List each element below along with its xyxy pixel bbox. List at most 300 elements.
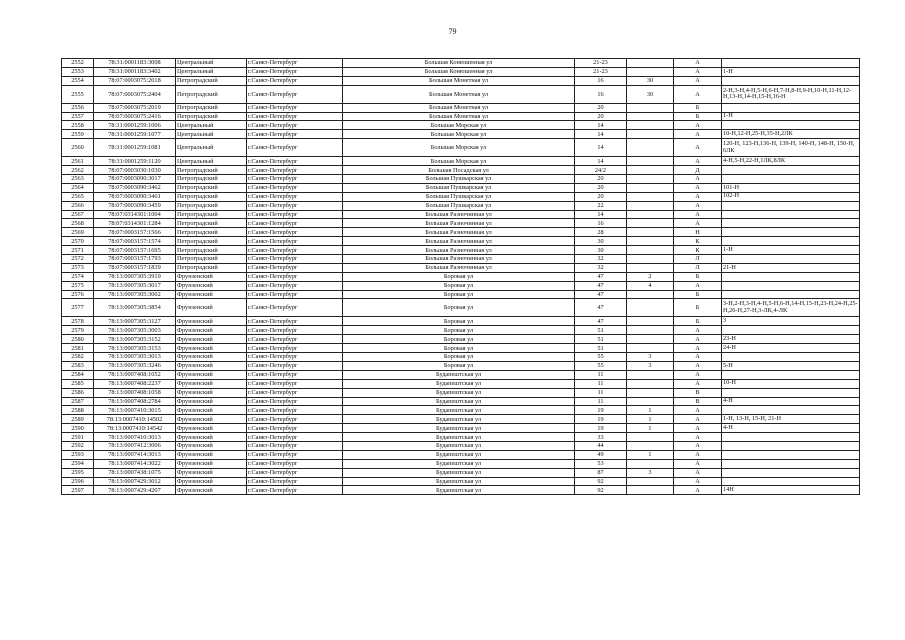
letter-cell: Б <box>674 103 722 112</box>
street-cell: Большая Конюшенная ул <box>343 59 575 68</box>
house-number-cell: 51 <box>575 344 627 353</box>
city-cell: г.Санкт-Петербург <box>247 486 343 495</box>
premises-cell: 4-Н <box>722 424 860 433</box>
premises-cell: 4-Н <box>722 397 860 406</box>
building-number-cell <box>627 121 674 130</box>
table-row <box>62 326 860 335</box>
premises-cell: 4-Н,5-Н,22-Н,1ЛК,8ЛК <box>722 157 860 166</box>
letter-cell: А <box>674 344 722 353</box>
city-cell: г.Санкт-Петербург <box>247 112 343 121</box>
district-cell: Петроградский <box>176 201 247 210</box>
letter-cell: К <box>674 237 722 246</box>
row-number-cell: 2592 <box>62 441 94 450</box>
letter-cell: А <box>674 424 722 433</box>
table-row <box>62 157 860 166</box>
table-row <box>62 335 860 344</box>
city-cell: г.Санкт-Петербург <box>247 326 343 335</box>
city-cell: г.Санкт-Петербург <box>247 183 343 192</box>
row-number-cell: 2585 <box>62 379 94 388</box>
cadastral-number-cell: 78:13:0007305:3246 <box>94 361 176 370</box>
district-cell: Петроградский <box>176 210 247 219</box>
district-cell: Петроградский <box>176 192 247 201</box>
district-cell: Петроградский <box>176 103 247 112</box>
cadastral-number-cell: 78:13:0007305:3017 <box>94 281 176 290</box>
premises-cell <box>722 370 860 379</box>
row-number-cell: 2571 <box>62 246 94 255</box>
premises-cell <box>722 272 860 281</box>
cadastral-number-cell: 78:13:0007412:3006 <box>94 441 176 450</box>
district-cell: Фрунзенский <box>176 397 247 406</box>
city-cell: г.Санкт-Петербург <box>247 344 343 353</box>
house-number-cell: 55 <box>575 361 627 370</box>
building-number-cell <box>627 112 674 121</box>
cadastral-number-cell: 78:07:0003075:2404 <box>94 85 176 103</box>
district-cell: Фрунзенский <box>176 370 247 379</box>
cadastral-number-cell: 78:13:0007410:14502 <box>94 415 176 424</box>
building-number-cell: 1 <box>627 450 674 459</box>
building-number-cell <box>627 130 674 139</box>
premises-cell: 102-Н <box>722 192 860 201</box>
district-cell: Фрунзенский <box>176 353 247 362</box>
premises-cell <box>722 103 860 112</box>
building-number-cell <box>627 335 674 344</box>
street-cell: Боровая ул <box>343 335 575 344</box>
street-cell: Боровая ул <box>343 299 575 317</box>
district-cell: Фрунзенский <box>176 486 247 495</box>
table-row <box>62 406 860 415</box>
city-cell: г.Санкт-Петербург <box>247 157 343 166</box>
street-cell: Большая Морская ул <box>343 121 575 130</box>
district-cell: Петроградский <box>176 219 247 228</box>
premises-cell: 2-Н,3-Н,4-Н,5-Н,6-Н,7-Н,8-Н,9-Н,10-Н,11-Н,12-Н,13-Н,14-Н,15-Н,16-Н <box>722 85 860 103</box>
building-number-cell <box>627 103 674 112</box>
cadastral-number-cell: 78:13:0007305:3013 <box>94 353 176 362</box>
building-number-cell <box>627 379 674 388</box>
letter-cell: А <box>674 59 722 68</box>
premises-cell: 21-Н <box>722 263 860 272</box>
letter-cell: А <box>674 468 722 477</box>
letter-cell: А <box>674 67 722 76</box>
city-cell: г.Санкт-Петербург <box>247 67 343 76</box>
house-number-cell: 32 <box>575 263 627 272</box>
street-cell: Будапештская ул <box>343 477 575 486</box>
house-number-cell: 51 <box>575 335 627 344</box>
house-number-cell: 47 <box>575 281 627 290</box>
city-cell: г.Санкт-Петербург <box>247 406 343 415</box>
house-number-cell: 92 <box>575 477 627 486</box>
house-number-cell: 49 <box>575 450 627 459</box>
table-row <box>62 468 860 477</box>
building-number-cell <box>627 397 674 406</box>
house-number-cell: 32 <box>575 255 627 264</box>
city-cell: г.Санкт-Петербург <box>247 353 343 362</box>
district-cell: Петроградский <box>176 166 247 175</box>
district-cell: Центральный <box>176 59 247 68</box>
building-number-cell <box>627 139 674 157</box>
cadastral-number-cell: 78:31:0001259:1077 <box>94 130 176 139</box>
house-number-cell: 30 <box>575 237 627 246</box>
row-number-cell: 2580 <box>62 335 94 344</box>
letter-cell: Н <box>674 228 722 237</box>
house-number-cell: 92 <box>575 486 627 495</box>
table-row <box>62 263 860 272</box>
letter-cell: А <box>674 210 722 219</box>
district-cell: Фрунзенский <box>176 272 247 281</box>
cadastral-number-cell: 78:31:0001259:1081 <box>94 139 176 157</box>
row-number-cell: 2583 <box>62 361 94 370</box>
cadastral-number-cell: 78:13:0007408:2237 <box>94 379 176 388</box>
letter-cell: В <box>674 397 722 406</box>
street-cell: Боровая ул <box>343 353 575 362</box>
letter-cell: А <box>674 477 722 486</box>
city-cell: г.Санкт-Петербург <box>247 290 343 299</box>
table-row <box>62 290 860 299</box>
row-number-cell: 2595 <box>62 468 94 477</box>
table-row <box>62 459 860 468</box>
letter-cell: А <box>674 76 722 85</box>
premises-cell <box>722 477 860 486</box>
letter-cell: А <box>674 450 722 459</box>
district-cell: Фрунзенский <box>176 361 247 370</box>
premises-cell <box>722 441 860 450</box>
district-cell: Петроградский <box>176 76 247 85</box>
cadastral-number-cell: 78:07:0003157:1566 <box>94 228 176 237</box>
table-row <box>62 424 860 433</box>
letter-cell: Б <box>674 112 722 121</box>
premises-cell: 5-Н <box>722 361 860 370</box>
letter-cell: Л <box>674 255 722 264</box>
house-number-cell: 16 <box>575 219 627 228</box>
cadastral-number-cell: 78:13:0007414:3013 <box>94 450 176 459</box>
street-cell: Большая Пушкарская ул <box>343 183 575 192</box>
premises-cell: 1-Н <box>722 67 860 76</box>
letter-cell: Б <box>674 299 722 317</box>
row-number-cell: 2570 <box>62 237 94 246</box>
row-number-cell: 2559 <box>62 130 94 139</box>
street-cell: Будапештская ул <box>343 415 575 424</box>
cadastral-number-cell: 78:07:0003090:3462 <box>94 183 176 192</box>
city-cell: г.Санкт-Петербург <box>247 272 343 281</box>
city-cell: г.Санкт-Петербург <box>247 263 343 272</box>
cadastral-number-cell: 78:13:0007414:3022 <box>94 459 176 468</box>
table-row <box>62 281 860 290</box>
house-number-cell: 11 <box>575 379 627 388</box>
row-number-cell: 2597 <box>62 486 94 495</box>
building-number-cell <box>627 433 674 442</box>
street-cell: Большая Разночинная ул <box>343 219 575 228</box>
building-number-cell <box>627 388 674 397</box>
district-cell: Петроградский <box>176 228 247 237</box>
city-cell: г.Санкт-Петербург <box>247 130 343 139</box>
city-cell: г.Санкт-Петербург <box>247 370 343 379</box>
row-number-cell: 2558 <box>62 121 94 130</box>
premises-cell <box>722 353 860 362</box>
house-number-cell: 11 <box>575 388 627 397</box>
city-cell: г.Санкт-Петербург <box>247 468 343 477</box>
row-number-cell: 2552 <box>62 59 94 68</box>
table-row <box>62 415 860 424</box>
letter-cell: А <box>674 219 722 228</box>
street-cell: Большая Морская ул <box>343 139 575 157</box>
row-number-cell: 2573 <box>62 263 94 272</box>
letter-cell: А <box>674 183 722 192</box>
table-row <box>62 361 860 370</box>
letter-cell: А <box>674 85 722 103</box>
premises-cell <box>722 255 860 264</box>
district-cell: Фрунзенский <box>176 433 247 442</box>
premises-cell: 1-Н <box>722 246 860 255</box>
table-row <box>62 166 860 175</box>
building-number-cell <box>627 157 674 166</box>
district-cell: Фрунзенский <box>176 441 247 450</box>
letter-cell: А <box>674 406 722 415</box>
building-number-cell <box>627 344 674 353</box>
house-number-cell: 47 <box>575 290 627 299</box>
district-cell: Фрунзенский <box>176 388 247 397</box>
street-cell: Боровая ул <box>343 361 575 370</box>
building-number-cell <box>627 246 674 255</box>
house-number-cell: 19 <box>575 406 627 415</box>
row-number-cell: 2588 <box>62 406 94 415</box>
house-number-cell: 20 <box>575 175 627 184</box>
table-row <box>62 433 860 442</box>
city-cell: г.Санкт-Петербург <box>247 335 343 344</box>
district-cell: Центральный <box>176 121 247 130</box>
street-cell: Боровая ул <box>343 272 575 281</box>
building-number-cell <box>627 477 674 486</box>
street-cell: Будапештская ул <box>343 388 575 397</box>
row-number-cell: 2562 <box>62 166 94 175</box>
cadastral-number-cell: 78:07:0003030:1030 <box>94 166 176 175</box>
building-number-cell <box>627 486 674 495</box>
street-cell: Большая Пушкарская ул <box>343 175 575 184</box>
table-row <box>62 272 860 281</box>
house-number-cell: 21-23 <box>575 67 627 76</box>
street-cell: Большая Монетная ул <box>343 85 575 103</box>
premises-cell: 101-Н <box>722 183 860 192</box>
letter-cell: А <box>674 353 722 362</box>
letter-cell: В <box>674 388 722 397</box>
premises-cell <box>722 121 860 130</box>
district-cell: Петроградский <box>176 175 247 184</box>
premises-cell: 120-Н, 123-Н,136-Н, 139-Н, 140-Н, 148-Н, 150-Н, 6ЛК <box>722 139 860 157</box>
building-number-cell <box>627 228 674 237</box>
row-number-cell: 2568 <box>62 219 94 228</box>
cadastral-number-cell: 78:13:0007408:1058 <box>94 388 176 397</box>
premises-cell <box>722 166 860 175</box>
street-cell: Большая Разночинная ул <box>343 255 575 264</box>
row-number-cell: 2563 <box>62 175 94 184</box>
building-number-cell: 3 <box>627 353 674 362</box>
house-number-cell: 14 <box>575 130 627 139</box>
letter-cell: А <box>674 201 722 210</box>
district-cell: Фрунзенский <box>176 379 247 388</box>
letter-cell: А <box>674 486 722 495</box>
city-cell: г.Санкт-Петербург <box>247 237 343 246</box>
table-row <box>62 344 860 353</box>
row-number-cell: 2581 <box>62 344 94 353</box>
cadastral-number-cell: 78:07:0314301:1284 <box>94 219 176 228</box>
premises-cell: 14Н <box>722 486 860 495</box>
premises-cell <box>722 459 860 468</box>
cadastral-number-cell: 78:13:0007429:3012 <box>94 477 176 486</box>
city-cell: г.Санкт-Петербург <box>247 477 343 486</box>
district-cell: Фрунзенский <box>176 459 247 468</box>
premises-cell: 24-Н <box>722 344 860 353</box>
row-number-cell: 2555 <box>62 85 94 103</box>
premises-cell <box>722 388 860 397</box>
building-number-cell <box>627 263 674 272</box>
cadastral-number-cell: 78:13:0007438:1075 <box>94 468 176 477</box>
row-number-cell: 2590 <box>62 424 94 433</box>
house-number-cell: 53 <box>575 459 627 468</box>
city-cell: г.Санкт-Петербург <box>247 210 343 219</box>
city-cell: г.Санкт-Петербург <box>247 281 343 290</box>
city-cell: г.Санкт-Петербург <box>247 255 343 264</box>
district-cell: Фрунзенский <box>176 344 247 353</box>
house-number-cell: 14 <box>575 157 627 166</box>
city-cell: г.Санкт-Петербург <box>247 139 343 157</box>
cadastral-number-cell: 78:07:0314301:1004 <box>94 210 176 219</box>
street-cell: Большая Морская ул <box>343 157 575 166</box>
cadastral-number-cell: 78:07:0003075:2019 <box>94 103 176 112</box>
letter-cell: А <box>674 139 722 157</box>
house-number-cell: 44 <box>575 441 627 450</box>
table-row <box>62 370 860 379</box>
building-number-cell <box>627 290 674 299</box>
cadastral-number-cell: 78:13:0007408:1052 <box>94 370 176 379</box>
house-number-cell: 19 <box>575 424 627 433</box>
table-row <box>62 130 860 139</box>
table-row <box>62 76 860 85</box>
house-number-cell: 47 <box>575 299 627 317</box>
street-cell: Большая Монетная ул <box>343 103 575 112</box>
premises-cell <box>722 210 860 219</box>
district-cell: Центральный <box>176 139 247 157</box>
city-cell: г.Санкт-Петербург <box>247 192 343 201</box>
row-number-cell: 2561 <box>62 157 94 166</box>
city-cell: г.Санкт-Петербург <box>247 246 343 255</box>
street-cell: Большая Пушкарская ул <box>343 201 575 210</box>
table-row <box>62 183 860 192</box>
street-cell: Большая Разночинная ул <box>343 246 575 255</box>
table-row <box>62 353 860 362</box>
street-cell: Будапештская ул <box>343 379 575 388</box>
table-row <box>62 441 860 450</box>
house-number-cell: 14 <box>575 139 627 157</box>
district-cell: Фрунзенский <box>176 415 247 424</box>
city-cell: г.Санкт-Петербург <box>247 317 343 326</box>
row-number-cell: 2578 <box>62 317 94 326</box>
cadastral-number-cell: 78:31:0001259:1120 <box>94 157 176 166</box>
letter-cell: А <box>674 157 722 166</box>
district-cell: Центральный <box>176 130 247 139</box>
table-row <box>62 388 860 397</box>
house-number-cell: 24/2 <box>575 166 627 175</box>
cadastral-number-cell: 78:07:0003157:1793 <box>94 255 176 264</box>
cadastral-number-cell: 78:13:0007305:3152 <box>94 335 176 344</box>
row-number-cell: 2594 <box>62 459 94 468</box>
letter-cell: А <box>674 379 722 388</box>
row-number-cell: 2589 <box>62 415 94 424</box>
row-number-cell: 2582 <box>62 353 94 362</box>
city-cell: г.Санкт-Петербург <box>247 379 343 388</box>
building-number-cell: 1 <box>627 415 674 424</box>
street-cell: Большая Морская ул <box>343 130 575 139</box>
letter-cell: А <box>674 281 722 290</box>
building-number-cell <box>627 201 674 210</box>
table-row <box>62 112 860 121</box>
premises-cell <box>722 219 860 228</box>
row-number-cell: 2565 <box>62 192 94 201</box>
district-cell: Фрунзенский <box>176 477 247 486</box>
city-cell: г.Санкт-Петербург <box>247 361 343 370</box>
building-number-cell: 3 <box>627 361 674 370</box>
table-row <box>62 121 860 130</box>
street-cell: Большая Конюшенная ул <box>343 67 575 76</box>
district-cell: Петроградский <box>176 246 247 255</box>
row-number-cell: 2572 <box>62 255 94 264</box>
city-cell: г.Санкт-Петербург <box>247 166 343 175</box>
table-body <box>62 59 860 495</box>
cadastral-number-cell: 78:13:0007305:3003 <box>94 326 176 335</box>
table-row <box>62 237 860 246</box>
building-number-cell <box>627 255 674 264</box>
street-cell: Большая Посадская ул <box>343 166 575 175</box>
letter-cell: К <box>674 246 722 255</box>
letter-cell: А <box>674 335 722 344</box>
house-number-cell: 20 <box>575 103 627 112</box>
house-number-cell: 55 <box>575 353 627 362</box>
building-number-cell: 1 <box>627 406 674 415</box>
city-cell: г.Санкт-Петербург <box>247 441 343 450</box>
city-cell: г.Санкт-Петербург <box>247 76 343 85</box>
building-number-cell: 30 <box>627 85 674 103</box>
street-cell: Будапештская ул <box>343 441 575 450</box>
cadastral-number-cell: 78:13:0007408:2784 <box>94 397 176 406</box>
building-number-cell: 4 <box>627 281 674 290</box>
row-number-cell: 2566 <box>62 201 94 210</box>
house-number-cell: 20 <box>575 183 627 192</box>
row-number-cell: 2575 <box>62 281 94 290</box>
table-row <box>62 228 860 237</box>
city-cell: г.Санкт-Петербург <box>247 424 343 433</box>
district-cell: Центральный <box>176 67 247 76</box>
city-cell: г.Санкт-Петербург <box>247 175 343 184</box>
street-cell: Боровая ул <box>343 281 575 290</box>
row-number-cell: 2587 <box>62 397 94 406</box>
district-cell: Петроградский <box>176 85 247 103</box>
street-cell: Большая Разночинная ул <box>343 237 575 246</box>
premises-cell: 1-Н <box>722 112 860 121</box>
building-number-cell <box>627 237 674 246</box>
building-number-cell <box>627 317 674 326</box>
premises-cell: 3 <box>722 317 860 326</box>
letter-cell: А <box>674 192 722 201</box>
city-cell: г.Санкт-Петербург <box>247 59 343 68</box>
house-number-cell: 30 <box>575 246 627 255</box>
house-number-cell: 51 <box>575 326 627 335</box>
premises-cell <box>722 175 860 184</box>
cadastral-number-cell: 78:13:0007410:14542 <box>94 424 176 433</box>
street-cell: Большая Монетная ул <box>343 76 575 85</box>
letter-cell: Б <box>674 317 722 326</box>
row-number-cell: 2576 <box>62 290 94 299</box>
street-cell: Боровая ул <box>343 326 575 335</box>
letter-cell: Д <box>674 166 722 175</box>
city-cell: г.Санкт-Петербург <box>247 85 343 103</box>
street-cell: Будапештская ул <box>343 433 575 442</box>
